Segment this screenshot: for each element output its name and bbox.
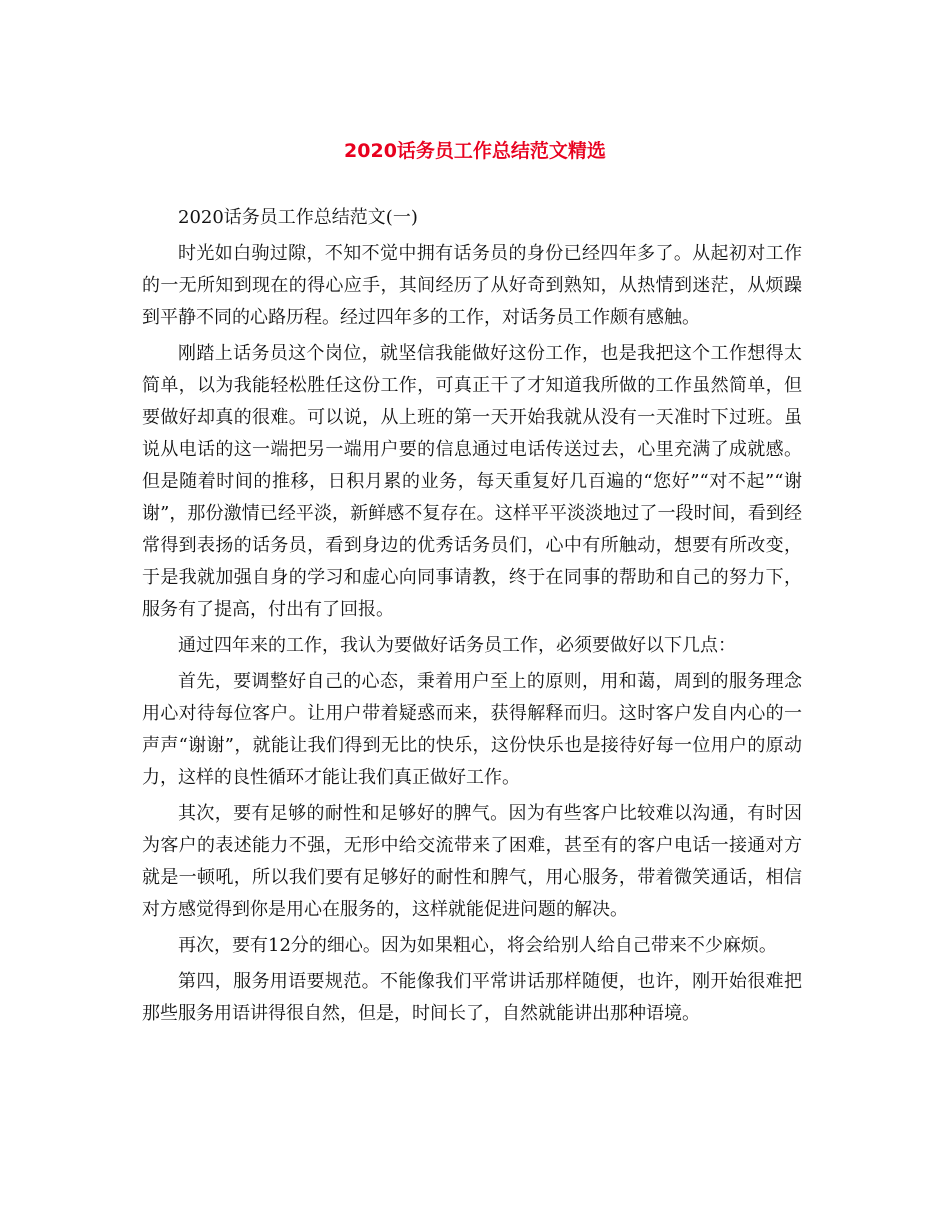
document-body	[142, 202, 802, 1034]
paragraph-intro: 时光如白驹过隙，不知不觉中拥有话务员的身份已经四年多了。从起初对工作的一无所知到现在的得心应手，其间经历了从好奇到熟知，从热情到迷茫，从烦躁到平静不同的心路历程。经过四年多的工作，对话务员工作颇有感触。	[142, 243, 802, 328]
document-title: 2020话务员工作总结范文精选	[344, 140, 606, 162]
section-heading: 2020话务员工作总结范文(一)	[178, 207, 418, 228]
paragraph-point-third: 再次，要有12分的细心。因为如果粗心，将会给别人给自己带来不少麻烦。	[178, 935, 777, 956]
paragraph-point-fourth: 第四，服务用语要规范。不能像我们平常讲话那样随便，也许，刚开始很难把那些服务用语讲得很自然，但是，时间长了，自然就能讲出那种语境。	[142, 971, 802, 1024]
paragraph-experience: 刚踏上话务员这个岗位，就坚信我能做好这份工作，也是我把这个工作想得太简单，以为我能轻松胜任这份工作，可真正干了才知道我所做的工作虽然简单，但要做好却真的很难。可以说，从上班的第一天开始我就从没有一天准时下过班。虽说从电话的这一端把另一端用户要的信息通过电话传送过去，心里充满了成就感。但是随着时间的推移，日积月累的业务，每天重复好几百遍的“您好”“对不起”“谢谢”，那份激情已经平淡，新鲜感不复存在。这样平平淡淡地过了一段时间，看到经常得到表扬的话务员，看到身边的优秀话务员们，心中有所触动，想要有所改变，于是我就加强自身的学习和虚心向同事请教，终于在同事的帮助和自己的努力下，服务有了提高，付出有了回报。	[142, 343, 802, 620]
paragraph-key-points-intro: 通过四年来的工作，我认为要做好话务员工作，必须要做好以下几点：	[178, 635, 736, 656]
paragraph-point-second: 其次，要有足够的耐性和足够好的脾气。因为有些客户比较难以沟通，有时因为客户的表述能力不强，无形中给交流带来了困难，甚至有的客户电话一接通对方就是一顿吼，所以我们要有足够好的耐性和脾气，用心服务，带着微笑通话，相信对方感觉得到你是用心在服务的，这样就能促进问题的解决。	[142, 803, 802, 920]
paragraph-point-first: 首先，要调整好自己的心态，秉着用户至上的原则，用和蔼，周到的服务理念用心对待每位客户。让用户带着疑惑而来，获得解释而归。这时客户发自内心的一声声“谢谢”，就能让我们得到无比的快乐，这份快乐也是接待好每一位用户的原动力，这样的良性循环才能让我们真正做好工作。	[142, 671, 802, 788]
